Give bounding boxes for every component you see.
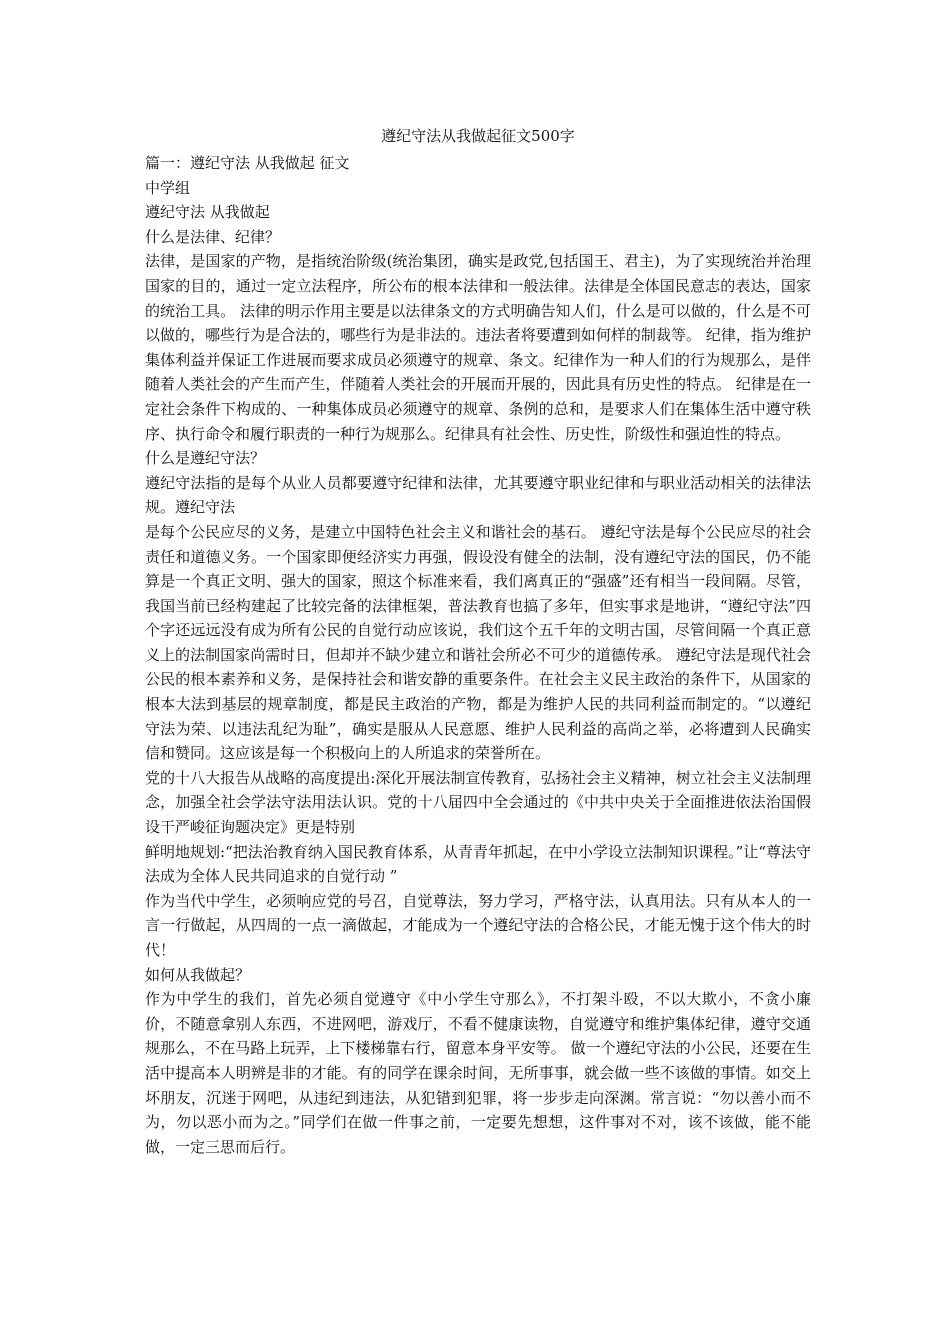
question-heading-obey: 什么是遵纪守法？ bbox=[145, 449, 266, 468]
group-label: 中学组 bbox=[145, 178, 191, 197]
document-title: 遵纪守法从我做起征文500字 bbox=[381, 127, 575, 145]
paragraph-student-role: 作为当代中学生，必须响应党的号召，自觉尊法，努力学习，严格守法，认真用法。只有从本人的一言一行做起，从四周的一点一滴做起，才能成为一个遵纪守法的合格公民，才能无愧于这个伟大的时代！ bbox=[145, 891, 811, 959]
paragraph-party-report: 党的十八大报告从战略的高度提出:深化开展法制宣传教育，弘扬社会主义精神，树立社会主义法制理念，加强全社会学法守法用法认识。党的十八届四中全会通过的《中共中央关于全面推进依法治国假设干严峻征询题决定》更是特别 bbox=[145, 768, 811, 837]
question-heading-how: 如何从我做起？ bbox=[145, 965, 251, 984]
paragraph-citizen-duty: 是每个公民应尽的义务，是建立中国特色社会主义和谐社会的基石。 遵纪守法是每个公民应尽的社会责任和道德义务。一个国家即便经济实力再强，假设没有健全的法制，没有遵纪守法的国民，仍不能算是一个真正文明、强大的国家，照这个标准来看，我们离真正的“强盛”还有相当一段间隔。尽管，我国当前已经构建起了比较完备的法律框架，普法教育也搞了多年，但实事求是地讲，“遵纪守法”四个字还远远没有成为所有公民的自觉行动应该说，我们这个五千年的文明古国，尽管间隔一个真正意义上的法制国家尚需时日，但却并不缺少建立和谐社会所必不可少的道德传承。 遵纪守法是现代社会公民的根本素养和义务，是保持社会和谐安静的重要条件。在社会主义民主政治的条件下，从国家的根本大法到基层的规章制度，都是民主政治的产物，都是为维护人民的共同利益而制定的。“以遵纪守法为荣、以违法乱纪为耻”，确实是服从人民意愿、维护人民利益的高尚之举，必将遭到人民确实信和赞同。这应该是每一个积极向上的人所追求的荣誉所在。 bbox=[145, 522, 811, 763]
paragraph-student-actions: 作为中学生的我们，首先必须自觉遵守《中小学生守那么》，不打架斗殴，不以大欺小，不贪小廉价，不随意拿别人东西，不进网吧，游戏厅，不看不健康读物，自觉遵守和维护集体纪律，遵守交通规那么，不在马路上玩弄，上下楼梯靠右行，留意本身平安等。 做一个遵纪守法的小公民，还要在生活中提高本人明辨是非的才能。有的同学在课余时间，无所事事，就会做一些不该做的事情。如交上坏朋友，沉迷于网吧，从违纪到违法，从犯错到犯罪，将一步步走向深渊。常言说：“勿以善小而不为，勿以恶小而为之。”同学们在做一件事之前，一定要先想想，这件事对不对，该不该做，能不能做，一定三思而后行。 bbox=[145, 990, 811, 1156]
section-heading-essay-one: 篇一：遵纪守法 从我做起 征文 bbox=[145, 154, 350, 172]
paragraph-law-definition: 法律，是国家的产物，是指统治阶级(统治集团，确实是政党,包括国王、君主)，为了实现统治并治理国家的目的，通过一定立法程序，所公布的根本法律和一般法律。法律是全体国民意志的表达，国家的统治工具。 法律的明示作用主要是以法律条文的方式明确告知人们，什么是可以做的，什么是不可以做的，哪些行为是合法的，哪些行为是非法的。违法者将要遭到如何样的制裁等。 纪律，指为维护集体利益并保证工作进展而要求成员必须遵守的规章、条文。纪律作为一种人们的行为规那么，是伴随着人类社会的产生而产生，伴随着人类社会的开展而开展的，因此具有历史性的特点。 纪律是在一定社会条件下构成的、一种集体成员必须遵守的规章、条例的总和，是要求人们在集体生活中遵守秩序、执行命令和履行职责的一种行为规那么。纪律具有社会性、历史性，阶级性和强迫性的特点。 bbox=[145, 252, 811, 443]
paragraph-education-plan: 鲜明地规划:“把法治教育纳入国民教育体系，从青青年抓起，在中小学设立法制知识课程。”让“尊法守法成为全体人民共同追求的自觉行动 ” bbox=[145, 842, 811, 886]
paragraph-obey-definition: 遵纪守法指的是每个从业人员都要遵守纪律和法律，尤其要遵守职业纪律和与职业活动相关的法律法规。遵纪守法 bbox=[145, 473, 811, 517]
question-heading-law: 什么是法律、纪律？ bbox=[145, 227, 281, 246]
essay-title: 遵纪守法 从我做起 bbox=[145, 203, 270, 222]
